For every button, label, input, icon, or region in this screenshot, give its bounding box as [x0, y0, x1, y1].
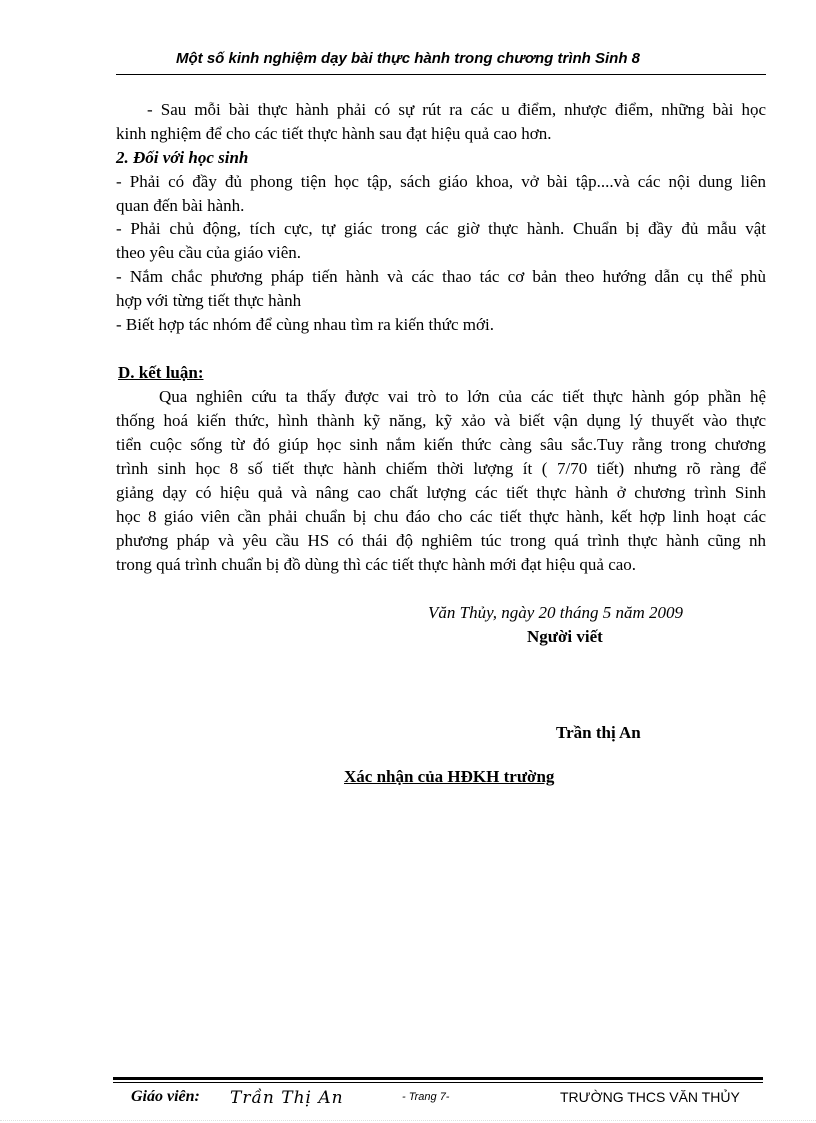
conclusion-line-5: giảng dạy có hiệu quả và nâng cao chất lượng các tiết thực hành ở chương trình Sinh	[116, 483, 766, 502]
conclusion-line-3: tiển cuộc sống từ đó giúp học sinh nắm kiến thức càng sâu sắc.Tuy rằng trong chương	[116, 435, 766, 454]
footer-divider-thick	[113, 1077, 763, 1080]
conclusion-line-6: học 8 giáo viên cần phải chuẩn bị chu đáo cho các tiết thực hành, kết hợp linh hoạt các	[116, 507, 766, 526]
students-line-5: - Nắm chắc phương pháp tiến hành và các thao tác cơ bản theo hướng dẫn cụ thể phù	[116, 267, 766, 286]
conclusion-line-2: thống hoá kiến thức, hình thành kỹ năng, kỹ xảo và biết vận dụng lý thuyết vào thực	[116, 411, 766, 430]
page-header-title: Một số kinh nghiệm dạy bài thực hành trong chương trình Sinh 8	[176, 50, 640, 67]
students-line-4: theo yêu cầu của giáo viên.	[116, 243, 302, 262]
place-date: Văn Thủy, ngày 20 tháng 5 năm 2009	[428, 603, 683, 622]
confirmation-heading: Xác nhận của HĐKH trường	[344, 767, 555, 786]
header-divider	[116, 74, 766, 75]
students-line-2: quan đến bài hành.	[116, 196, 245, 215]
conclusion-line-8: trong quá trình chuẩn bị đồ dùng thì các tiết thực hành mới đạt hiệu quả cao.	[116, 555, 637, 574]
writer-name: Trần thị An	[556, 723, 641, 742]
students-line-7: - Biết hợp tác nhóm để cùng nhau tìm ra kiến thức mới.	[116, 315, 494, 334]
footer-teacher-label: Giáo viên:	[131, 1088, 200, 1105]
intro-line-1: - Sau mỗi bài thực hành phải có sự rút ra các u điểm, nhược điểm, những bài học	[147, 100, 766, 119]
conclusion-line-7: phương pháp và yêu cầu HS có thái độ nghiêm túc trong quá trình thực hành cũng nh	[116, 531, 766, 550]
writer-label: Người viết	[527, 627, 603, 646]
conclusion-line-1: Qua nghiên cứu ta thấy được vai trò to lớn của các tiết thực hành góp phần hệ	[159, 387, 766, 406]
footer-divider-thin	[113, 1082, 763, 1083]
intro-line-2: kinh nghiệm để cho các tiết thực hành sau đạt hiệu quả cao hơn.	[116, 124, 552, 143]
students-line-1: - Phải có đầy đủ phong tiện học tập, sách giáo khoa, vở bài tập....và các nội dung liên	[116, 172, 766, 191]
conclusion-line-4: trình sinh học 8 số tiết thực hành chiếm thời lượng ít ( 7/70 tiết) nhưng rõ ràng để	[116, 459, 766, 478]
footer-school-name: TRƯỜNG THCS VĂN THỦY	[560, 1089, 740, 1105]
page-bottom-edge	[0, 1120, 816, 1121]
conclusion-heading: D. kết luận:	[118, 363, 204, 382]
footer-teacher-name: Trần Thị An	[230, 1088, 344, 1108]
footer-page-number: - Trang 7-	[402, 1091, 450, 1103]
students-line-3: - Phải chủ động, tích cực, tự giác trong các giờ thực hành. Chuẩn bị đầy đủ mẫu vật	[116, 219, 766, 238]
students-line-6: hợp với từng tiết thực hành	[116, 291, 302, 310]
students-heading: 2. Đối với học sinh	[116, 148, 249, 167]
